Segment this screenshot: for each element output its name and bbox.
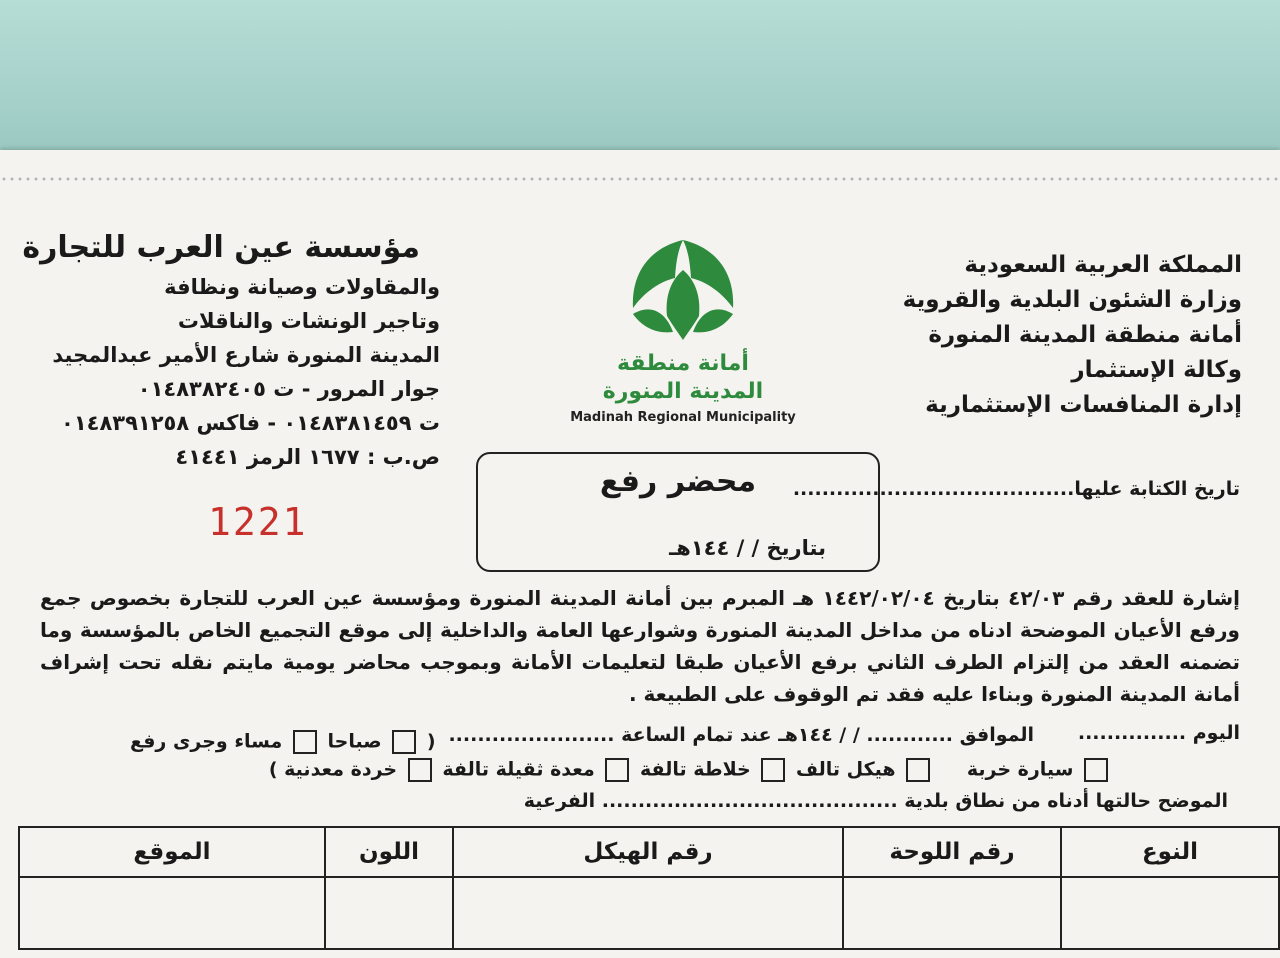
damaged-mixer-checkbox[interactable] — [761, 758, 785, 782]
evening-label: مساء وجرى رفع — [130, 730, 283, 753]
company-line: المدينة المنورة شارع الأمير عبدالمجيد — [52, 343, 440, 367]
morning-label: صباحا — [327, 730, 382, 753]
company-header — [22, 226, 440, 474]
logo-arabic-line1: أمانة منطقة — [617, 351, 749, 376]
table-header-row — [19, 827, 1279, 877]
item-label: معدة ثقيلة تالفة — [442, 758, 595, 781]
serial-number: 1221 — [208, 500, 308, 544]
document-title: محضر رفع — [599, 464, 757, 499]
time-options — [130, 730, 436, 754]
scrap-car-checkbox[interactable] — [1084, 758, 1108, 782]
header-line: أمانة منطقة المدينة المنورة — [928, 322, 1242, 348]
evening-checkbox[interactable] — [293, 730, 317, 754]
item-label: خلاطة تالفة — [640, 758, 751, 781]
paren-open: ( — [426, 730, 436, 753]
header-line: وزارة الشئون البلدية والقروية — [902, 287, 1242, 313]
title-box — [476, 452, 880, 572]
day-field[interactable]: اليوم ............... — [1077, 722, 1240, 744]
col-chassis: رقم الهيكل — [453, 827, 843, 877]
palm-leaf-icon — [613, 234, 753, 346]
table-cell[interactable] — [843, 877, 1061, 949]
table-cell[interactable] — [19, 877, 325, 949]
company-line: ص.ب : ١٦٧٧ الرمز ٤١٤٤١ — [175, 445, 440, 469]
col-location: الموقع — [19, 827, 325, 877]
title-date-field[interactable]: بتاريخ / / ١٤٤هـ — [669, 536, 826, 560]
col-color: اللون — [325, 827, 453, 877]
metal-scrap-checkbox[interactable] — [408, 758, 432, 782]
company-line: وتاجير الونشات والناقلات — [177, 309, 440, 333]
day-line — [1078, 722, 1240, 744]
col-plate: رقم اللوحة — [843, 827, 1061, 877]
header-line: إدارة المنافسات الإستثمارية — [925, 392, 1242, 418]
contract-paragraph: إشارة للعقد رقم ٤٢/٠٣ بتاريخ ١٤٤٢/٠٢/٠٤ هـ المبرم بين أمانة المدينة المنورة ومؤسسة عين العرب للتجارة بخصوص جمع ورفع الأعيان الموضحة ادناه من مداخل المدينة المنورة وشوارعها العامة والداخلية إلى موقع التجميع الخاص بالمؤسسة وما تضمنه العقد من إلتزام الطرف الثاني برفع الأعيان طبقا لتعليمات الأمانة وبموجب محاضر يومية مايتم نقله تحت إشراف أمانة المدينة المنورة وبناءا عليه فقد تم الوقوف على الطبيعة . — [40, 586, 1240, 706]
item-label: هيكل تالف — [796, 758, 896, 781]
writing-date-field[interactable]: تاريخ الكتابة عليها....................................... — [792, 478, 1240, 500]
company-line: والمقاولات وصيانة ونظافة — [164, 275, 440, 299]
table-row — [19, 877, 1279, 949]
company-name: مؤسسة عين العرب للتجارة — [22, 230, 420, 265]
background-cloth — [0, 0, 1280, 160]
perforation-line — [0, 176, 1280, 182]
item-label: خردة معدنية ) — [268, 758, 398, 781]
morning-checkbox[interactable] — [392, 730, 416, 754]
government-header — [903, 248, 1242, 423]
logo-arabic-line2: المدينة المنورة — [602, 379, 764, 404]
company-line: ت ٠١٤٨٣٨١٤٥٩ - فاكس ٠١٤٨٣٩١٢٥٨ — [61, 411, 440, 435]
table-cell[interactable] — [453, 877, 843, 949]
col-type: النوع — [1061, 827, 1279, 877]
item-label: سيارة خربة — [966, 758, 1074, 781]
items-line — [269, 758, 1112, 782]
table-cell[interactable] — [1061, 877, 1279, 949]
damaged-frame-checkbox[interactable] — [906, 758, 930, 782]
table-cell[interactable] — [325, 877, 453, 949]
logo-english: Madinah Regional Municipality — [570, 410, 796, 425]
company-line: جوار المرور - ت ٠١٤٨٣٨٢٤٠٥ — [137, 377, 440, 401]
header-line: المملكة العربية السعودية — [964, 252, 1242, 278]
header-line: وكالة الإستثمار — [1071, 357, 1242, 383]
items-table — [18, 826, 1280, 950]
municipality-logo — [568, 234, 798, 425]
time-line — [448, 724, 1034, 746]
heavy-equipment-checkbox[interactable] — [605, 758, 629, 782]
corresponding-field[interactable]: الموافق ............ / / ١٤٤هـ عند تمام الساعة ....................... — [448, 724, 1034, 746]
location-line[interactable]: الموضح حالتها أدناه من نطاق بلدية ......................................... الفرعية — [523, 790, 1228, 812]
